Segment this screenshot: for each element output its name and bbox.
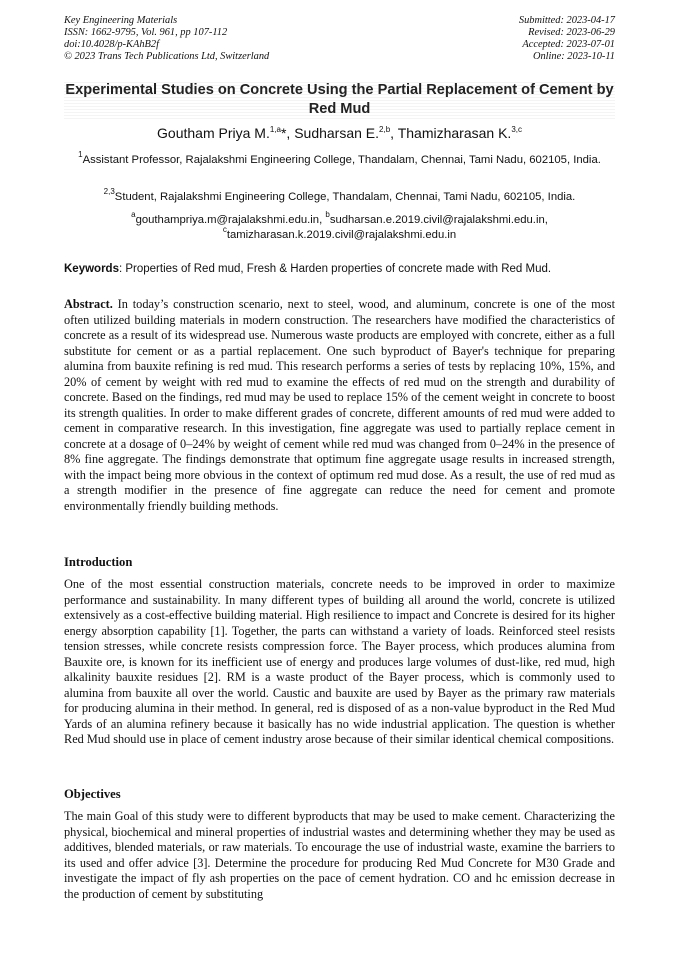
author-name: Sudharsan E. [294, 125, 380, 141]
affiliation-sup: 1 [78, 150, 83, 159]
objectives-paragraph: The main Goal of this study were to different byproducts that may be used to make cement. Characterizing the physical, biochemical and mineral properties of industrial wastes and determining whether they may be used as additives, blended materials, or raw materials. To encourage the use of industrial waste, examine the barriers to its used and offer advice [3]. Determine the procedure for producing Red Mud Concrete for M30 Grade and investigate the impact of fly ash properties on the pace of cement hydration. CO and hc emission decrease in the production of cement by substituting [64, 809, 615, 901]
author-affil-sup: 1,a [269, 125, 281, 134]
email-sup: a [131, 210, 136, 219]
affiliation-1 [64, 150, 615, 168]
corresponding-mark: * [280, 125, 287, 141]
date-online: Online: 2023-10-11 [532, 51, 615, 62]
journal-doi[interactable]: doi:10.4028/p-KAhB2f [64, 39, 159, 50]
abstract-label: Abstract. [64, 297, 113, 311]
abstract-text: In today’s construction scenario, next to steel, wood, and aluminum, concrete is one of the most often utilized building materials in modern construction. The researchers have modified the characteristics of concrete as a result of its widespread use. Numerous waste products are employed with concrete, either as a full substitute for cement or as a partial replacement. One such byproduct of Bayer's technique for preparing alumina from bauxite refining is red mud. This research performs a series of tests by replacing 10%, 15%, and 20% of cement by weight with red mud to examine the effects of red mud on the strength and durability of concrete. Based on the findings, red mud may be used to replace 15% of the cement weight in concrete to boost its strength qualities. In order to make different grades of concrete, different amounts of red mud were added to cement in comparative research. In this investigation, fine aggregate was used to partially replace cement in concrete at a dosage of 0–24% by weight of cement while red mud was changed from 0–24% in the presence of 8% fine aggregate. The findings demonstrate that optimum fine aggregate usage results in increased strength, with the impact being more obvious in the context of optimum red mud dose. As a result, the use of red mud as a strength modifier in the presence of fine aggregate can reduce the need for cement and promote environmentally friendly building methods. [64, 297, 615, 513]
journal-info [64, 15, 269, 63]
date-submitted: Submitted: 2023-04-17 [518, 15, 615, 26]
author-sep: , [390, 125, 398, 141]
email-link[interactable]: sudharsan.e.2019.civil@rajalakshmi.edu.in [329, 214, 545, 226]
introduction-heading: Introduction [64, 555, 133, 569]
affiliation-sup: 2,3 [103, 187, 115, 196]
paper-title: Experimental Studies on Concrete Using the Partial Replacement of Cement by Red Mud [65, 82, 614, 117]
affiliation-text: Assistant Professor, Rajalakshmi Engineering College, Thandalam, Chennai, Tami Nadu, 602105, India. [82, 154, 601, 166]
email-sep: , [319, 214, 326, 226]
journal-issn: ISSN: 1662-9795, Vol. 961, pp 107-112 [64, 27, 228, 38]
email-link[interactable]: tamizharasan.k.2019.civil@rajalakshmi.edu.in [226, 229, 457, 241]
keywords-text: : Properties of Red mud, Fresh & Harden properties of concrete made with Red Mud. [118, 263, 552, 275]
author-list [64, 124, 615, 142]
keywords-line [64, 262, 615, 277]
author-emails [64, 210, 615, 243]
objectives-heading: Objectives [64, 787, 121, 801]
keywords-label: Keywords [64, 263, 119, 275]
journal-copyright: © 2023 Trans Tech Publications Ltd, Switzerland [64, 51, 270, 62]
email-sep: , [544, 214, 548, 226]
author-name: Thamizharasan K. [397, 125, 512, 141]
author-affil-sup: 2,b [379, 125, 391, 134]
date-accepted: Accepted: 2023-07-01 [522, 39, 615, 50]
abstract-paragraph [64, 297, 615, 514]
submission-dates [519, 15, 615, 63]
affiliation-text: Student, Rajalakshmi Engineering College, Thandalam, Chennai, Tami Nadu, 602105, India. [114, 191, 576, 203]
email-sup: c [222, 225, 227, 234]
journal-name: Key Engineering Materials [64, 15, 178, 26]
email-link[interactable]: gouthampriya.m@rajalakshmi.edu.in [135, 214, 320, 226]
author-name: Goutham Priya M. [157, 125, 270, 141]
author-sep: , [286, 125, 295, 141]
author-affil-sup: 3,c [511, 125, 522, 134]
date-revised: Revised: 2023-06-29 [528, 27, 615, 38]
affiliation-2 [64, 187, 615, 205]
introduction-paragraph: One of the most essential construction materials, concrete needs to be improved in order to maximize performance and sustainability. In many different types of building all around the world, concrete is utilized extensively as a cost-effective building material. High resilience to impact and Concrete is desired for its higher energy absorption capability [1]. Together, the parts can withstand a variety of loads. Reinforced steel resists tension stresses, while concrete resists compression force. The Bayer process, which produces alumina from Bauxite ore, is known for its inefficient use of energy and produces large volumes of dust-like, red mud, high alkalinity bauxite residues [2]. RM is a waste product of the Bayer process, which is commonly used to alumina from bauxite all over the world. Caustic and bauxite are used by Bayer as the primary raw materials for producing alumina in their method. In general, red is disposed of as a non-value byproduct in the Red Mud Yards of an alumina refinery because it basically has no wide industrial application. The question is whether Red Mud should use in place of cement industry arose because of their similar identical chemical compositions. [64, 577, 615, 746]
email-sup: b [325, 210, 330, 219]
